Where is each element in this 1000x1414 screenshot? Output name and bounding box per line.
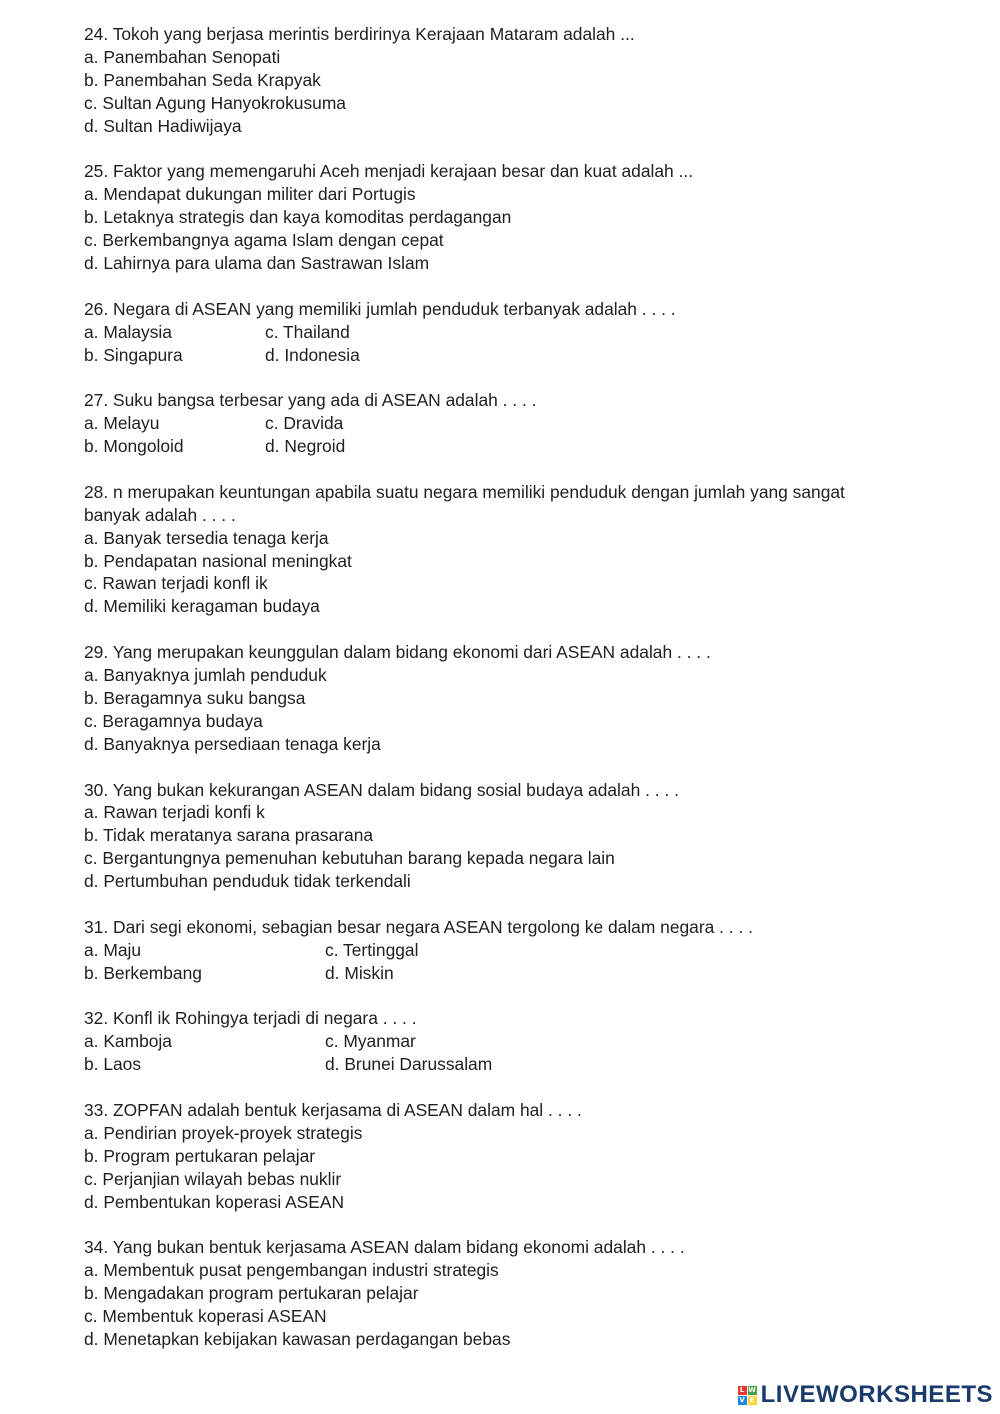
spacer [84,893,944,916]
option-a[interactable]: a. Membentuk pusat pengembangan industri strategis [84,1260,499,1281]
option-c[interactable]: c. Rawan terjadi konfl ik [84,573,268,594]
question-text: 32. Konfl ik Rohingya terjadi di negara . . . . [84,1008,417,1029]
question-28 [84,481,944,618]
option-c[interactable]: c. Dravida [265,413,344,434]
option-d[interactable]: d. Banyaknya persediaan tenaga kerja [84,733,381,754]
options-row [84,1053,944,1076]
option-c[interactable]: c. Perjanjian wilayah bebas nuklir [84,1168,342,1189]
option-a[interactable]: a. Mendapat dukungan militer dari Portugis [84,184,416,205]
option-b[interactable]: b. Mengadakan program pertukaran pelajar [84,1283,419,1304]
option-a[interactable]: a. Kamboja [84,1031,172,1052]
option-b[interactable]: b. Panembahan Seda Krapyak [84,69,321,90]
spacer [84,458,944,481]
options-row [84,344,944,367]
liveworksheets-logo-icon [738,1386,757,1405]
option-d[interactable]: d. Memiliki keragaman budaya [84,596,320,617]
option-c[interactable]: c. Thailand [265,321,350,342]
question-text: 26. Negara di ASEAN yang memiliki jumlah penduduk terbanyak adalah . . . . [84,298,676,319]
option-a[interactable]: a. Rawan terjadi konfi k [84,802,265,823]
question-text: 29. Yang merupakan keunggulan dalam bidang ekonomi dari ASEAN adalah . . . . [84,642,711,663]
option-d[interactable]: d. Lahirnya para ulama dan Sastrawan Islam [84,252,430,273]
logo-tile: V [739,1395,745,1404]
spacer [84,1213,944,1236]
logo-tile: E [748,1396,757,1405]
question-27 [84,389,944,458]
option-a[interactable]: a. Pendirian proyek-proyek strategis [84,1122,363,1143]
question-text: 31. Dari segi ekonomi, sebagian besar negara ASEAN tergolong ke dalam negara . . . . [84,916,753,937]
option-d[interactable]: d. Indonesia [265,344,360,365]
option-d[interactable]: d. Pertumbuhan penduduk tidak terkendali [84,871,411,892]
options-row [84,321,944,344]
option-a[interactable]: a. Panembahan Senopati [84,46,281,67]
question-text: 24. Tokoh yang berjasa merintis berdirinya Kerajaan Mataram adalah ... [84,24,635,44]
spacer [84,137,944,160]
option-d[interactable]: d. Pembentukan koperasi ASEAN [84,1191,345,1212]
option-d[interactable]: d. Brunei Darussalam [325,1054,493,1075]
option-c[interactable]: c. Myanmar [325,1031,416,1052]
option-c[interactable]: c. Bergantungnya pemenuhan kebutuhan barang kepada negara lain [84,848,615,869]
option-b[interactable]: b. Singapura [84,344,183,365]
spacer [84,1076,944,1099]
option-c[interactable]: c. Berkembangnya agama Islam dengan cepat [84,230,444,251]
question-text: 27. Suku bangsa terbesar yang ada di ASEAN adalah . . . . [84,390,537,411]
question-text: 33. ZOPFAN adalah bentuk kerjasama di ASEAN dalam hal . . . . [84,1100,582,1121]
logo-tile: W [748,1385,756,1394]
logo-tile: L [738,1386,747,1395]
worksheet-page [84,23,944,1351]
option-c[interactable]: c. Membentuk koperasi ASEAN [84,1306,327,1327]
option-b[interactable]: b. Program pertukaran pelajar [84,1145,316,1166]
brand-name: LIVEWORKSHEETS [760,1381,993,1408]
option-a[interactable]: a. Banyaknya jumlah penduduk [84,665,327,686]
question-29 [84,641,944,755]
question-24 [84,23,944,137]
options-row [84,939,944,962]
option-b[interactable]: b. Mongoloid [84,436,184,457]
option-c[interactable]: c. Tertinggal [325,939,419,960]
options-row [84,962,944,985]
option-b[interactable]: b. Tidak meratanya sarana prasarana [84,825,374,846]
question-text: 28. n merupakan keuntungan apabila suatu negara memiliki penduduk dengan jumlah yang sangat banyak adalah . . . . [84,481,845,525]
options-row [84,412,944,435]
option-b[interactable]: b. Beragamnya suku bangsa [84,687,306,708]
option-b[interactable]: b. Letaknya strategis dan kaya komoditas perdagangan [84,207,512,228]
question-33 [84,1099,944,1213]
question-26 [84,298,944,367]
question-32 [84,1007,944,1076]
question-30 [84,779,944,893]
question-34 [84,1236,944,1350]
question-text: 30. Yang bukan kekurangan ASEAN dalam bidang sosial budaya adalah . . . . [84,779,679,800]
spacer [84,985,944,1008]
question-31 [84,916,944,985]
options-row [84,1030,944,1053]
option-d[interactable]: d. Negroid [265,436,346,457]
option-d[interactable]: d. Miskin [325,962,394,983]
options-row [84,435,944,458]
question-25 [84,160,944,274]
option-a[interactable]: a. Melayu [84,413,160,434]
option-b[interactable]: b. Laos [84,1054,142,1075]
spacer [84,618,944,641]
option-a[interactable]: a. Malaysia [84,321,172,342]
spacer [84,756,944,779]
liveworksheets-watermark [738,1383,993,1407]
spacer [84,275,944,298]
option-a[interactable]: a. Maju [84,939,142,960]
option-b[interactable]: b. Berkembang [84,962,202,983]
option-d[interactable]: d. Sultan Hadiwijaya [84,115,242,136]
option-b[interactable]: b. Pendapatan nasional meningkat [84,550,352,571]
option-c[interactable]: c. Beragamnya budaya [84,710,263,731]
spacer [84,366,944,389]
question-text: 25. Faktor yang memengaruhi Aceh menjadi kerajaan besar dan kuat adalah ... [84,161,694,182]
option-c[interactable]: c. Sultan Agung Hanyokrokusuma [84,92,346,113]
question-text: 34. Yang bukan bentuk kerjasama ASEAN dalam bidang ekonomi adalah . . . . [84,1237,685,1258]
option-a[interactable]: a. Banyak tersedia tenaga kerja [84,527,329,548]
option-d[interactable]: d. Menetapkan kebijakan kawasan perdagangan bebas [84,1328,511,1349]
